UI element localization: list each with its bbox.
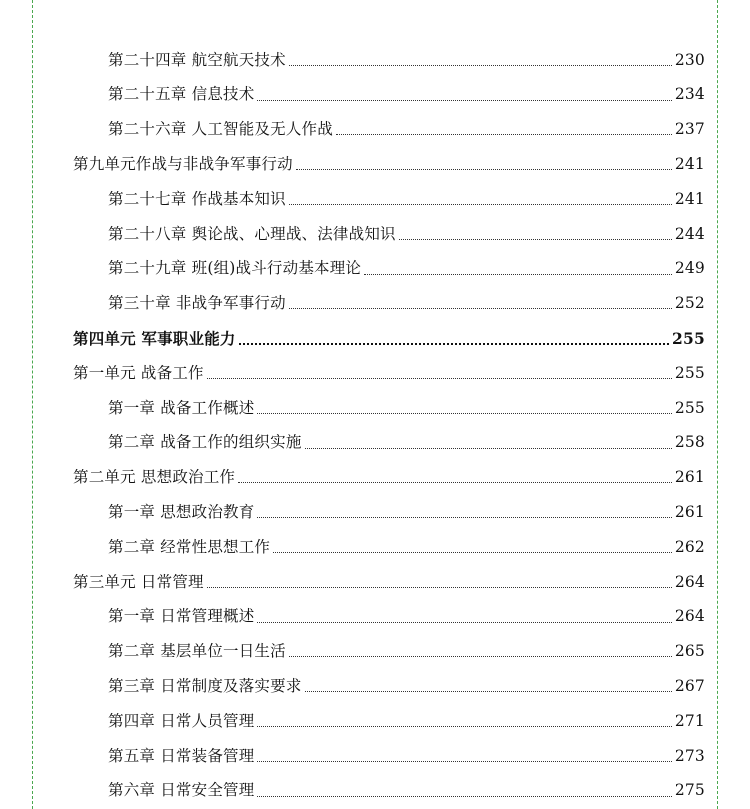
toc-dot-leader: [305, 448, 672, 449]
toc-page-number: 264: [674, 607, 705, 626]
toc-page-number: 252: [674, 294, 705, 313]
toc-unit-entry[interactable]: [73, 147, 705, 182]
toc-entry-title: 第三单元 日常管理: [73, 572, 204, 591]
toc-page-number: 234: [674, 85, 705, 104]
toc-chapter-entry[interactable]: [108, 426, 705, 461]
toc-unit-entry[interactable]: [73, 356, 705, 391]
toc-entry-title: 第二十六章 人工智能及无人作战: [108, 120, 333, 139]
toc-dot-leader: [257, 761, 671, 762]
toc-entry-title: 第三十章 非战争军事行动: [108, 294, 286, 313]
toc-dot-leader: [305, 691, 672, 692]
toc-dot-leader: [257, 100, 671, 101]
toc-entry-title: 第一单元 战备工作: [73, 363, 204, 382]
toc-dot-leader: [399, 239, 672, 240]
toc-page-number: 258: [674, 433, 705, 452]
toc-dot-leader: [257, 622, 671, 623]
toc-chapter-entry[interactable]: [108, 78, 705, 113]
document-page: [32, 0, 718, 809]
toc-entry-title: 第二单元 思想政治工作: [73, 468, 236, 487]
toc-entry-title: 第二十四章 航空航天技术: [108, 50, 286, 69]
toc-entry-title: 第六章 日常安全管理: [108, 781, 255, 800]
toc-page-number: 244: [674, 224, 705, 243]
toc-chapter-entry[interactable]: [108, 635, 705, 670]
toc-chapter-entry[interactable]: [108, 252, 705, 287]
toc-page-number: 262: [674, 537, 705, 556]
toc-page-number: 261: [674, 503, 705, 522]
toc-unit-entry[interactable]: [73, 321, 705, 356]
toc-chapter-entry[interactable]: [108, 287, 705, 322]
toc-chapter-entry[interactable]: [108, 43, 705, 78]
toc-dot-leader: [257, 413, 671, 414]
toc-page-number: 271: [674, 711, 705, 730]
toc-chapter-entry[interactable]: [108, 391, 705, 426]
toc-chapter-entry[interactable]: [108, 600, 705, 635]
toc-dot-leader: [289, 656, 672, 657]
toc-page-number: 255: [674, 398, 705, 417]
toc-entry-title: 第二章 基层单位一日生活: [108, 642, 286, 661]
toc-entry-title: 第二章 战备工作的组织实施: [108, 433, 302, 452]
toc-dot-leader: [289, 308, 672, 309]
toc-entry-title: 第二十九章 班(组)战斗行动基本理论: [108, 259, 362, 278]
toc-page-number: 255: [674, 363, 705, 382]
toc-dot-leader: [238, 482, 672, 483]
toc-dot-leader: [207, 587, 672, 588]
toc-entry-title: 第二十五章 信息技术: [108, 85, 255, 104]
toc-unit-entry[interactable]: [73, 461, 705, 496]
toc-entry-title: 第一章 日常管理概述: [108, 607, 255, 626]
toc-page-number: 261: [674, 468, 705, 487]
toc-dot-leader: [273, 552, 672, 553]
toc-dot-leader: [257, 517, 671, 518]
toc-entry-title: 第三章 日常制度及落实要求: [108, 677, 302, 696]
toc-entry-title: 第一章 战备工作概述: [108, 398, 255, 417]
toc-page-number: 249: [674, 259, 705, 278]
toc-page-number: 241: [674, 155, 705, 174]
toc-page-number: 264: [674, 572, 705, 591]
toc-chapter-entry[interactable]: [108, 113, 705, 148]
toc-chapter-entry[interactable]: [108, 704, 705, 739]
toc-entry-title: 第一章 思想政治教育: [108, 503, 255, 522]
toc-chapter-entry[interactable]: [108, 669, 705, 704]
toc-chapter-entry[interactable]: [108, 774, 705, 809]
toc-page-number: 230: [674, 50, 705, 69]
toc-entry-title: 第二章 经常性思想工作: [108, 537, 271, 556]
toc-page-number: 275: [674, 781, 705, 800]
toc-entry-title: 第四章 日常人员管理: [108, 711, 255, 730]
toc-entry-title: 第九单元作战与非战争军事行动: [73, 155, 293, 174]
toc-dot-leader: [296, 169, 672, 170]
toc-page-number: 241: [674, 189, 705, 208]
toc-chapter-entry[interactable]: [108, 530, 705, 565]
toc-page-number: 267: [674, 677, 705, 696]
toc-chapter-entry[interactable]: [108, 495, 705, 530]
toc-dot-leader: [336, 134, 672, 135]
toc-dot-leader: [257, 796, 671, 797]
toc-entry-title: 第二十八章 舆论战、心理战、法律战知识: [108, 224, 396, 243]
toc-entry-title: 第四单元 军事职业能力: [73, 329, 236, 349]
toc-unit-entry[interactable]: [73, 565, 705, 600]
toc-chapter-entry[interactable]: [108, 739, 705, 774]
toc-page-number: 273: [674, 746, 705, 765]
toc-dot-leader: [364, 274, 672, 275]
toc-page-number: 265: [674, 642, 705, 661]
toc-entry-title: 第二十七章 作战基本知识: [108, 189, 286, 208]
toc-dot-leader: [207, 378, 672, 379]
toc-dot-leader: [289, 204, 672, 205]
toc-dot-leader: [257, 726, 671, 727]
toc-entry-title: 第五章 日常装备管理: [108, 746, 255, 765]
toc-page-number: 237: [674, 120, 705, 139]
toc-dot-leader: [289, 65, 672, 66]
toc-dot-leader: [239, 343, 669, 345]
toc-page-number: 255: [672, 329, 705, 349]
toc-chapter-entry[interactable]: [108, 182, 705, 217]
toc-chapter-entry[interactable]: [108, 217, 705, 252]
